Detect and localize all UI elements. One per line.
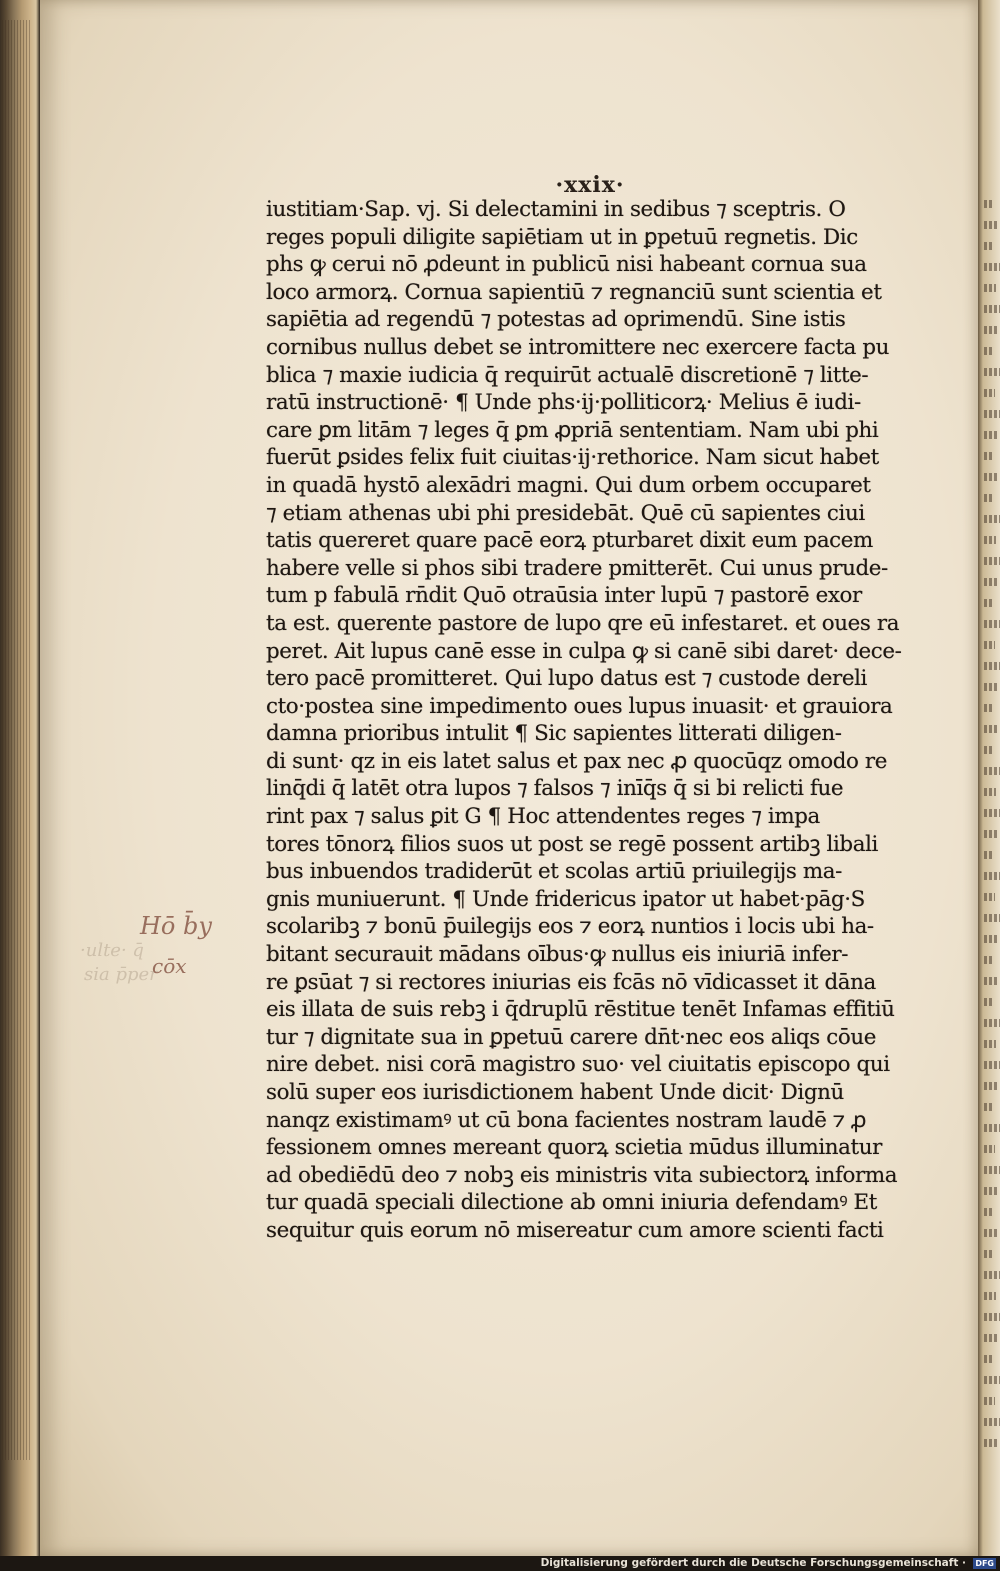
next-page-text-fragment — [984, 1187, 997, 1195]
page-edges — [2, 20, 32, 1460]
text-line: ta est. querente pastore de lupo qre eū infestaret. et oues ra — [266, 610, 900, 636]
next-page-text-fragment — [984, 536, 996, 544]
next-page-text-fragment — [984, 347, 993, 355]
text-line: blica ⁊ maxie iudicia q̄ requirūt actualē discretionē ⁊ litte- — [266, 362, 869, 388]
text-line: ad obediēdū deo ⁊ nobꝫ eis ministris vita subiectorꝝ informa — [266, 1162, 898, 1188]
text-line: tatis quereret quare pacē eorꝝ pturbaret dixit eum pacem — [266, 528, 873, 554]
text-line: fuerūt ꝑsides felix fuit ciuitas·ij·rethorice. Nam sicut habet — [266, 445, 879, 471]
next-page-text-fragment — [984, 1229, 999, 1237]
next-page-text-fragment — [984, 1124, 1000, 1132]
next-page-text-fragment — [984, 410, 1000, 418]
text-line: tores tōnorꝝ filios suos ut post se regē possent artibꝫ libali — [266, 831, 878, 857]
next-page-text-fragment — [984, 599, 993, 607]
text-line: damna prioribus intulit ¶ Sic sapientes litterati diligen- — [266, 721, 842, 747]
next-page-text-fragment — [984, 557, 1000, 565]
text-line: care ꝑm litām ⁊ leges q̄ ꝑm ꝓpriā sententiam. Nam ubi phi — [266, 417, 879, 443]
text-line: solū super eos iurisdictionem habent Unde dicit· Dignū — [266, 1080, 844, 1105]
text-line: iustitiam·Sap. vj. Si delectamini in sedibus ⁊ sceptris. O — [266, 197, 846, 222]
next-page-text-fragment — [984, 1376, 1000, 1384]
next-page-text-fragment — [984, 284, 996, 292]
text-line: habere velle si phos sibi tradere pmitterēt. Cui unus prude- — [266, 555, 888, 581]
text-line: nire debet. nisi corā magistro suo· vel ciuitatis episcopo qui — [266, 1052, 890, 1078]
next-page-text-fragment — [984, 1355, 993, 1363]
next-page-text-fragment — [984, 578, 998, 586]
next-page-text-fragment — [984, 494, 994, 502]
next-page-text-fragment — [984, 1334, 998, 1342]
text-line: sequitur quis eorum nō misereatur cum amore scienti facti — [266, 1217, 884, 1243]
next-page-text-fragment — [984, 221, 999, 229]
next-page-text-fragment — [984, 263, 1000, 271]
margin-annotation: Hō b̄y — [140, 912, 212, 940]
text-line: re ꝑsūat ⁊ si rectores iniurias eis fcās nō vīdicasset it dāna — [266, 969, 876, 995]
next-page-text-fragment — [984, 1313, 1000, 1321]
text-line: tur quadā speciali dilectione ab omni iniuria defendamꝰ Et — [266, 1190, 877, 1216]
next-page-text-fragment — [984, 1271, 1000, 1279]
next-page-text-fragment — [984, 452, 992, 460]
next-page-text-fragment — [984, 1061, 1000, 1069]
next-page-text-fragment — [984, 1166, 1000, 1174]
next-page-text-fragment — [984, 515, 1000, 523]
text-line: di sunt· qz in eis latet salus et pax nec ꝓ quocūqz omodo re — [266, 748, 887, 774]
text-line: nanqz existimamꝰ ut cū bona facientes nostram laudē ⁊ ꝓ — [266, 1107, 867, 1133]
next-page-text-fragment — [984, 1418, 1000, 1426]
text-line: tero pacē promitteret. Qui lupo datus est ⁊ custode dereli — [266, 666, 867, 692]
text-line: rint pax ⁊ salus ꝑit G ¶ Hoc attendentes reges ⁊ impa — [266, 804, 820, 830]
next-page-text-fragment — [984, 746, 994, 754]
text-line: gnis muniuerunt. ¶ Unde fridericus ipator ut habet·pāg·S — [266, 886, 865, 912]
next-page-text-fragment — [984, 893, 995, 901]
dfg-logo: DFG — [975, 1559, 994, 1568]
text-line: ⁊ etiam athenas ubi phi presidebāt. Quē cū sapientes ciui — [266, 500, 865, 526]
text-line: in quadā hystō alexādri magni. Qui dum orbem occuparet — [266, 472, 871, 498]
text-line: cornibus nullus debet se intromittere nec exercere facta pu — [266, 334, 890, 360]
text-line: bus inbuendos tradiderūt et scolas artiū priuilegijs ma- — [266, 859, 842, 885]
next-page-text-fragment — [984, 305, 1000, 313]
text-line: tum p fabulā rn̄dit Quō otraūsia inter lupū ⁊ pastorē exor — [266, 583, 862, 609]
next-page-text-fragment — [984, 1145, 995, 1153]
next-page-text-fragment — [984, 872, 1000, 880]
folio-number: ·xxix· — [555, 172, 625, 198]
next-page-text-fragment — [984, 620, 1000, 628]
next-page-text-fragment — [984, 1292, 996, 1300]
text-line: cto·postea sine impedimento oues lupus inuasit· et grauiora — [266, 693, 893, 719]
next-page-text-fragment — [984, 1250, 994, 1258]
next-page-text-fragment — [984, 935, 997, 943]
bleed-through-text: ·ulte· q̄ — [80, 940, 144, 961]
next-page-text-fragment — [984, 683, 997, 691]
next-page-text-fragment — [984, 389, 995, 397]
next-page-text-fragment — [984, 662, 1000, 670]
next-page-text-fragment — [984, 200, 992, 208]
text-block — [266, 196, 926, 1245]
text-line: peret. Ait lupus canē esse in culpa ꝙ si canē sibi daret· dece- — [266, 638, 902, 664]
text-line: loco armorꝝ. Cornua sapientiū ⁊ regnanciū sunt scientia et — [266, 279, 882, 305]
next-page-text-fragment — [984, 977, 999, 985]
next-page-text-fragment — [984, 1439, 997, 1447]
text-line: ratū instructionē· ¶ Unde phs·ij·polliticorꝝ· Melius ē iudi- — [266, 390, 861, 416]
next-page-text-fragment — [984, 326, 998, 334]
text-line: scolaribꝫ ⁊ bonū p̄uilegijs eos ⁊ eorꝝ nuntios i locis ubi ha- — [266, 914, 874, 940]
next-page-text-fragment — [984, 704, 992, 712]
next-page-text-fragment — [984, 641, 995, 649]
next-page-text-fragment — [984, 998, 994, 1006]
text-line: phs ꝙ cerui nō ꝓdeunt in publicū nisi habeant cornua sua — [266, 252, 867, 278]
next-page-text-fragment — [984, 914, 1000, 922]
footer-credit: Digitalisierung gefördert durch die Deutsche Forschungsgemeinschaft · — [540, 1557, 966, 1569]
next-page-text-fragment — [984, 830, 998, 838]
next-page-text-fragment — [984, 431, 997, 439]
next-page-text-fragment — [984, 242, 994, 250]
bleed-through-text: sia p̄per — [84, 964, 158, 985]
next-page-text-fragment — [984, 809, 1000, 817]
next-page-text-fragment — [984, 1040, 996, 1048]
next-page-text-fragment — [984, 1103, 993, 1111]
next-page-text-fragment — [984, 767, 1000, 775]
next-page-text-fragment — [984, 788, 996, 796]
text-line: tur ⁊ dignitate sua in ꝑpetuū carere dn̄t·nec eos aliqs cōue — [266, 1024, 876, 1050]
next-page-edge — [978, 0, 1000, 1556]
next-page-text-fragment — [984, 725, 999, 733]
text-line: sapiētia ad regendū ⁊ potestas ad oprimendū. Sine istis — [266, 307, 846, 333]
next-page-text-fragment — [984, 1208, 992, 1216]
text-line: eis illata de suis rebꝫ i q̄druplū rēstitue tenēt Infamas effitiū — [266, 997, 895, 1023]
text-line: fessionem omnes mereant quorꝝ scietia mūdus illuminatur — [266, 1135, 882, 1161]
next-page-text-fragment — [984, 1397, 995, 1405]
text-line: reges populi diligite sapiētiam ut in ꝑpetuū regnetis. Dic — [266, 224, 858, 250]
text-line: linq̄di q̄ latēt otra lupos ⁊ falsos ⁊ inīq̄s q̄ si bi relicti fue — [266, 776, 844, 802]
text-line: bitant securauit mādans oībus·ꝙ nullus eis iniuriā infer- — [266, 942, 849, 968]
margin-annotation: cōx — [152, 954, 187, 978]
footer-bar — [0, 1556, 1000, 1571]
next-page-text-fragment — [984, 473, 999, 481]
next-page-text-fragment — [984, 368, 1000, 376]
next-page-text-fragment — [984, 1082, 998, 1090]
next-page-text-fragment — [984, 1019, 1000, 1027]
next-page-text-fragment — [984, 851, 993, 859]
next-page-text-fragment — [984, 956, 992, 964]
